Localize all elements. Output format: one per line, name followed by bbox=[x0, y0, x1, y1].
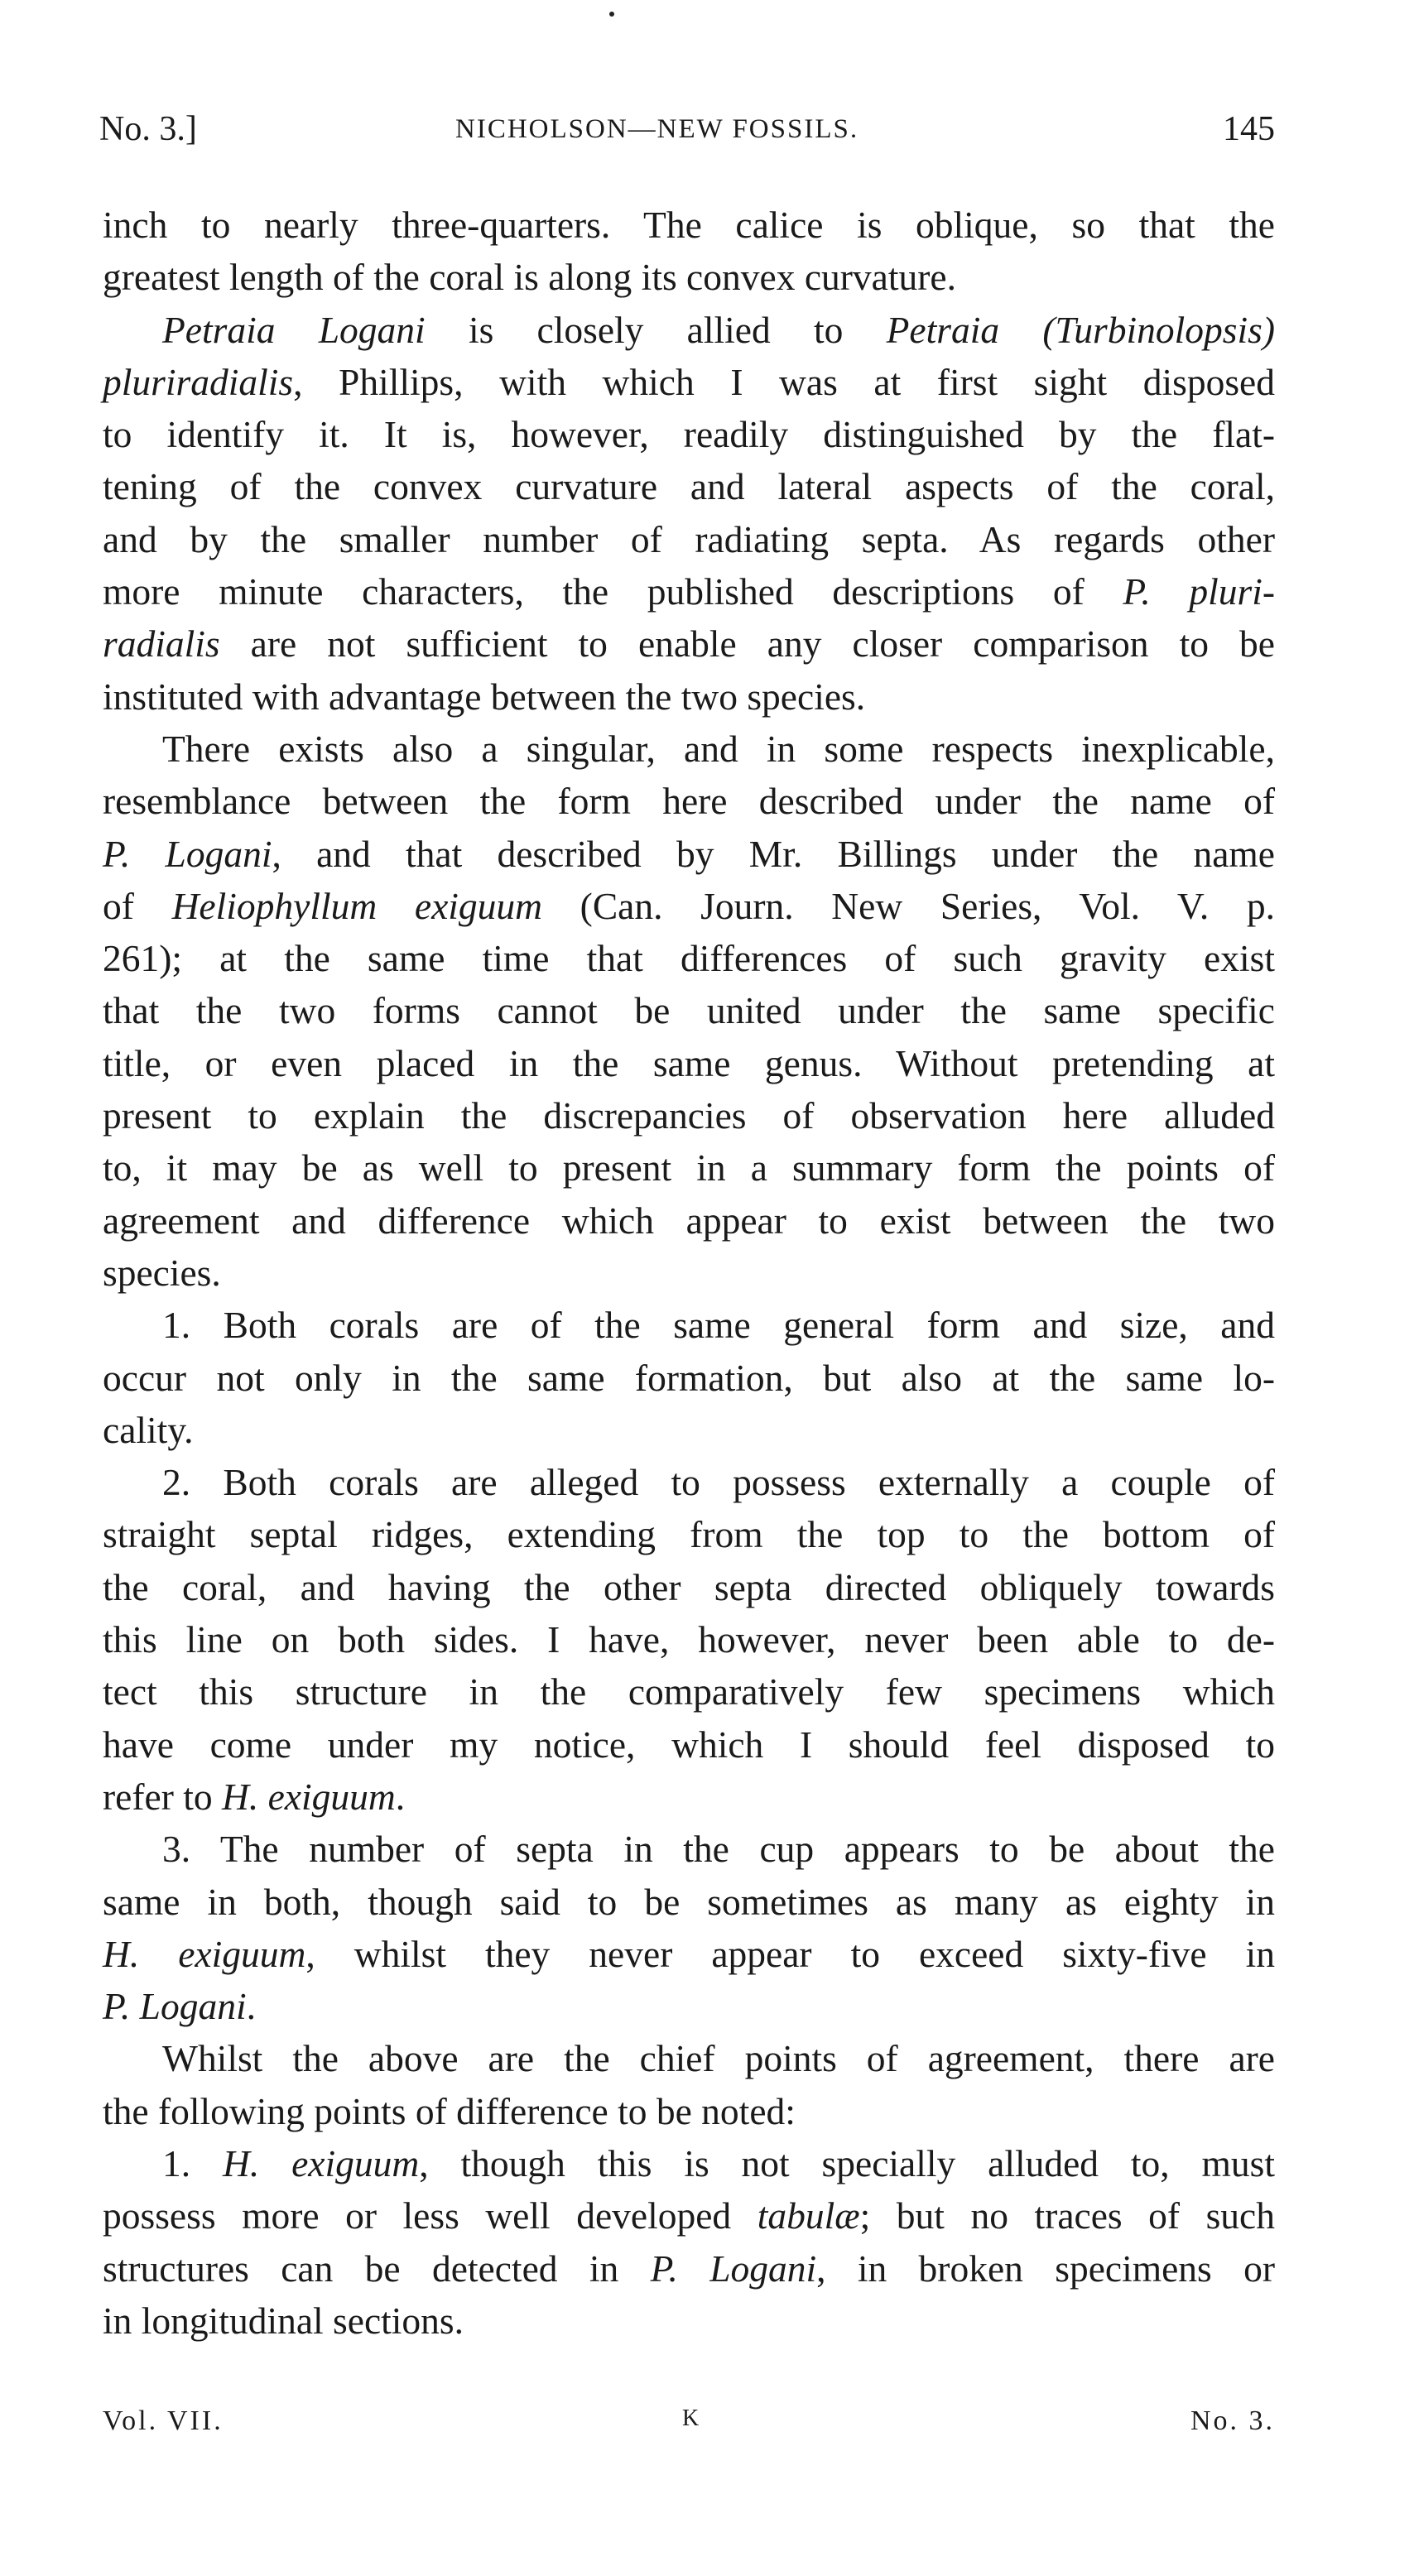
text-line: radialis are not sufficient to enable any closer comparison to be bbox=[103, 622, 1275, 666]
text-line: cality. bbox=[103, 1408, 194, 1451]
text-line: P. Logani, and that described by Mr. Billings under the name bbox=[103, 832, 1275, 875]
text-line: have come under my notice, which I should feel disposed to bbox=[103, 1723, 1275, 1766]
text-line: same in both, though said to be sometimes as many as eighty in bbox=[103, 1880, 1275, 1923]
text-line: Petraia Logani is closely allied to Petraia (Turbinolopsis) bbox=[162, 308, 1275, 351]
running-title: NICHOLSON—NEW FOSSILS. bbox=[455, 114, 859, 144]
text-line: inch to nearly three-quarters. The calice is oblique, so that the bbox=[103, 204, 1275, 246]
text-line: title, or even placed in the same genus. Without pretending at bbox=[103, 1041, 1275, 1084]
text-line: of Heliophyllum exiguum (Can. Journ. New Series, Vol. V. p. bbox=[103, 884, 1275, 927]
text-line: the following points of difference to be noted: bbox=[103, 2089, 796, 2132]
text-line: that the two forms cannot be united under the same specific bbox=[103, 989, 1275, 1032]
text-line: refer to H. exiguum. bbox=[103, 1775, 406, 1818]
text-line: 1. H. exiguum, though this is not specially alluded to, must bbox=[162, 2141, 1276, 2184]
text-line: 261); at the same time that differences of such gravity exist bbox=[103, 937, 1275, 980]
ink-speck bbox=[609, 12, 614, 17]
issue-number: No. 3.] bbox=[99, 110, 197, 148]
text-line: to identify it. It is, however, readily distinguished by the flat- bbox=[103, 413, 1275, 456]
text-line: pluriradialis, Phillips, with which I was at first sight disposed bbox=[103, 360, 1275, 403]
text-line: occur not only in the same formation, but also at the same lo- bbox=[103, 1356, 1275, 1399]
text-line: straight septal ridges, extending from the top to the bottom of bbox=[103, 1513, 1275, 1556]
text-line: H. exiguum, whilst they never appear to exceed sixty-five in bbox=[103, 1932, 1275, 1975]
text-line: possess more or less well developed tabulæ; but no traces of such bbox=[103, 2194, 1276, 2237]
text-line: structures can be detected in P. Logani, in broken specimens or bbox=[103, 2247, 1275, 2290]
text-line: instituted with advantage between the two species. bbox=[103, 675, 866, 718]
text-line: more minute characters, the published descriptions of P. pluri- bbox=[103, 570, 1275, 613]
text-line: this line on both sides. I have, however, never been able to de- bbox=[103, 1618, 1275, 1661]
text-line: P. Logani. bbox=[103, 1985, 256, 2028]
text-line: resemblance between the form here described under the name of bbox=[103, 780, 1275, 823]
text-line: 1. Both corals are of the same general form and size, and bbox=[162, 1304, 1275, 1347]
text-line: in longitudinal sections. bbox=[103, 2299, 464, 2342]
footer bbox=[103, 2405, 1275, 2447]
text-line: species. bbox=[103, 1251, 221, 1294]
text-line: Whilst the above are the chief points of agreement, there are bbox=[162, 2037, 1275, 2080]
running-head bbox=[99, 109, 1275, 159]
text-line: tect this structure in the comparatively few specimens which bbox=[103, 1670, 1275, 1713]
footer-issue-number: No. 3. bbox=[1190, 2405, 1275, 2436]
page-number: 145 bbox=[1223, 110, 1275, 148]
text-line: 2. Both corals are alleged to possess externally a couple of bbox=[162, 1461, 1275, 1504]
text-line: tening of the convex curvature and lateral aspects of the coral, bbox=[103, 465, 1275, 508]
text-line: and by the smaller number of radiating septa. As regards other bbox=[103, 517, 1275, 560]
signature-mark: K bbox=[682, 2405, 702, 2431]
text-line: 3. The number of septa in the cup appears to be about the bbox=[162, 1828, 1275, 1871]
text-line: agreement and difference which appear to exist between the two bbox=[103, 1199, 1275, 1242]
body-text bbox=[103, 199, 1275, 2347]
text-line: present to explain the discrepancies of observation here alluded bbox=[103, 1094, 1275, 1137]
text-line: There exists also a singular, and in some respects inexplicable, bbox=[162, 727, 1275, 770]
text-line: the coral, and having the other septa directed obliquely towards bbox=[103, 1565, 1275, 1608]
volume-label: Vol. VII. bbox=[103, 2405, 224, 2436]
text-line: to, it may be as well to present in a summary form the points of bbox=[103, 1146, 1275, 1189]
text-line: greatest length of the coral is along its convex curvature. bbox=[103, 256, 956, 299]
